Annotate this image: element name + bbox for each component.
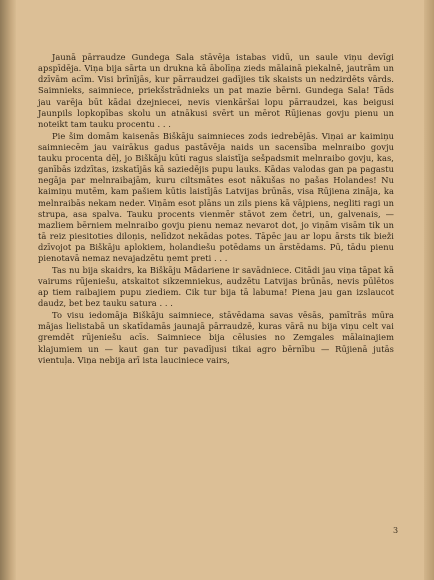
- paragraph-3: Tas nu bija skaidrs, ka Biškāju Mādariene ir savādniece. Citādi jau viņa tāpat kā vairums rūjeniešu, atskaitot sikzemniekus, audzētu Latvijas brūnās, nevis pūlētos ap tiem raibajiem pupu ziediem. Cik tur bija tā labuma! Piena jau gan izslaucot daudz, bet bez tauku satura . . .: [38, 264, 394, 309]
- page-body-text: [38, 52, 394, 366]
- page-number: 3: [393, 526, 399, 535]
- paragraph-4: To visu iedomāja Biškāju saimniece, stāvēdama savas vēsās, pamītrās mūra mājas lielistabā un skatīdamās jaunajā pārraudzē, kuras vārā nu bija viņu celt vai gremdēt rūjeniešu acīs. Saimniece bija cēlusies no Zemgales mālainajiem klajumiem un — kaut gan tur pavadījusi tikai agro bērnību — Rūjienā jutās vientuļa. Viņa nebija arī ista lauciniece vairs,: [38, 310, 394, 365]
- paragraph-1: Jaunā pārraudze Gundega Sala stāvēja istabas vidū, un saule viņu devīgi apspīdēja. Viņa bija sārta un drukna kā ābolīņa zieds mālainā piekalnē, jautrām un dzīvām acīm. Visi brīnījās, kur pārraudzei gadījies tik skaists un nedzirdēts vārds. Saimnieks, saimniece, priekšstrādnieks un pat mazie bērni. Gundega Sala! Tāds jau varēja būt kādai dzejniecei, nevis vienkāršai lopu pārraudzei, kas beigusi Jaunpils lopkopības skolu un atnākusi svērt un mērot Rūjienas govju pienu un noteikt tam tauku procentu . . .: [38, 52, 394, 129]
- page-gutter-shadow: [0, 0, 16, 580]
- paragraph-2: Pie šim domām kaisenās Biškāju saimnieces zods iedrebējās. Viņai ar kaimiņu saimniecēm jau vairākus gadus pastāvēja naids un sacensība melnraibo govju tauku procenta dēļ, jo Biškāju kūti ragus slaistīja sešpadsmit melnraibo govju, kas, ganībās izdzītas, izskatījās kā saziedējis pupu lauks. Kādas valodas gan pa pagastu negāja par melnraibajām, kuru ciltsmātes esot nākušas no pašas Holandes! Nu kaimiņu mutēm, kam pašiem kūtis laistījās Latvijas brūnās, visa Rūjiena zināja, ka melnraibās nekam neder. Viņām esot plāns un zils piens kā vājpiens, negliti ragi un strupa, asa spalva. Tauku procents vienmēr stāvot zem četri, un, galvenais, — mazliem bērniem melnraibo govju pienu nemaz nevarot dot, jo viņām visām tik un tā reiz piesitoties diloņis, nelīdzot nekādas potes. Tāpēc jau ar lopu ārsts tik bieži dzīvojot pa Biškāju aplokiem, holandiešu potēdams un ārstēdams. Pū, tādu pienu pienotavā nemaz nevajadzētu ņemt preti . . .: [38, 130, 394, 264]
- page-edge: [424, 0, 434, 580]
